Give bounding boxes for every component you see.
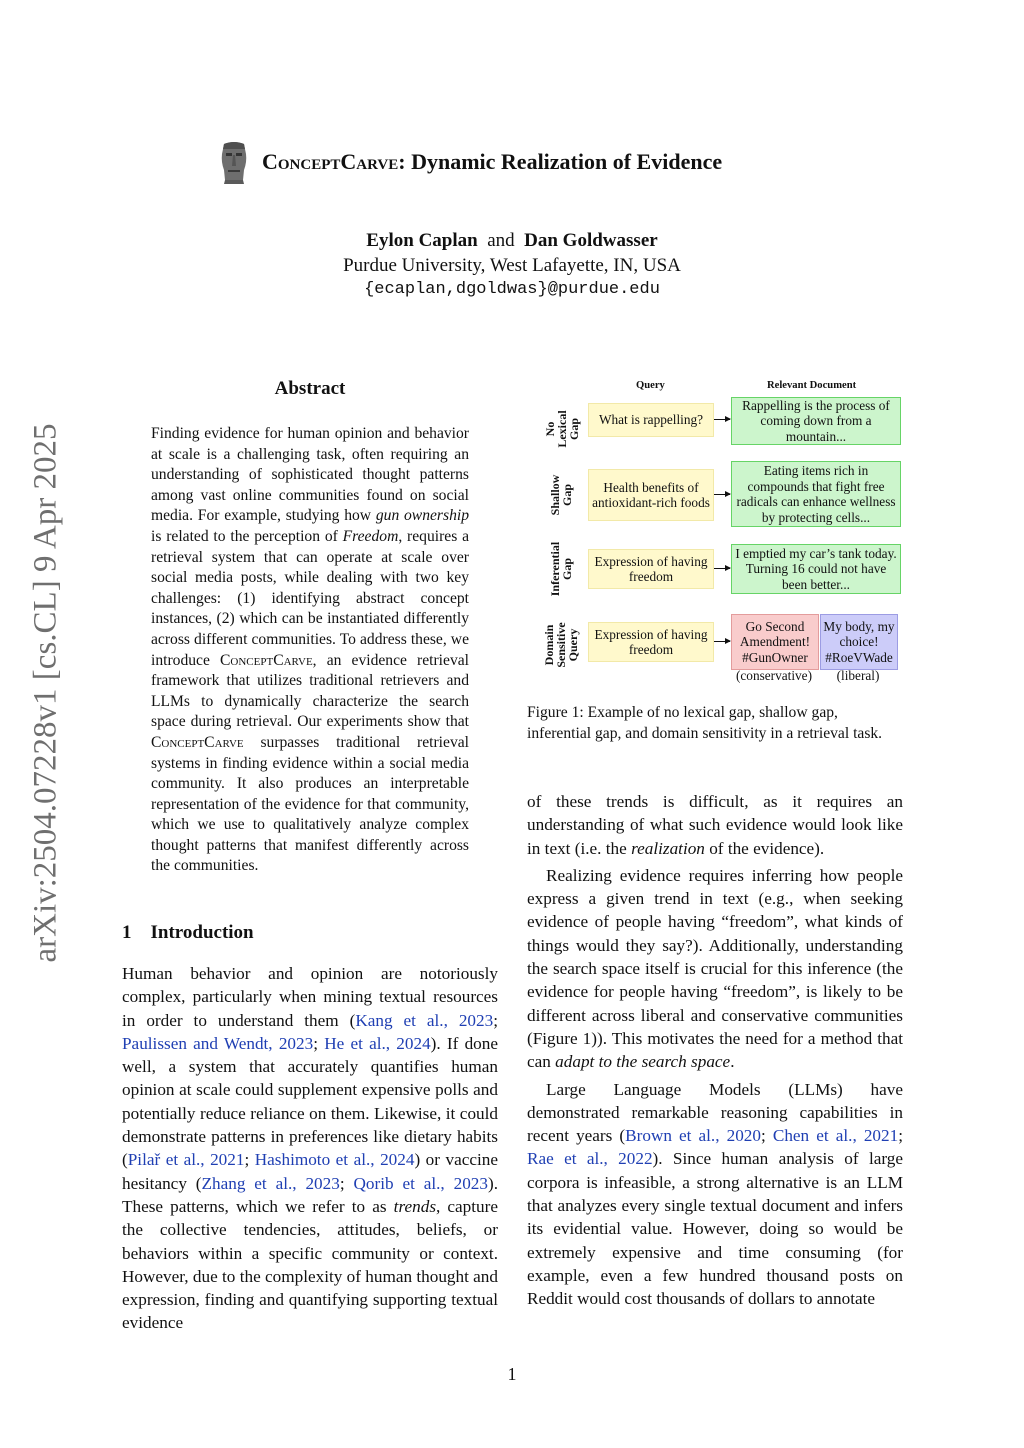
abstract-text: , requires a retrieval system that can operate at scale over social media posts, while dealing with two key challenges: (1) identifying abstract concept instances, (2) which can be instantiated differently across different communities. To address these, we introduce <box>151 527 469 669</box>
page-number: 1 <box>507 1364 517 1384</box>
abstract-heading: Abstract <box>274 378 346 399</box>
citation-link[interactable]: Brown et al., 2020 <box>625 1126 761 1146</box>
liberal-tag: (liberal) <box>836 668 880 683</box>
body-text: of these trends is difficult, as it requires an understanding of what such evidence would look like in text (i.e. the <box>527 792 903 858</box>
body-text: ; <box>244 1150 255 1170</box>
document-box <box>731 461 901 527</box>
body-text: ). Since human analysis of large corpora is infeasible, a strong alternative is an LLM that analyzes every single textual document and infers its evidential value. However, doing so would be extremely expensive and time consuming (for example, even a few hundred thousand posts on Reddit would cost thousands of dollars to annotate <box>527 1149 903 1309</box>
abstract-emphasis: gun ownership <box>375 507 469 525</box>
abstract-text: , an evidence retrieval framework that utilizes traditional retrievers and LLMs to dynamically characterize the search space during retrieval. Our experiments show that <box>151 651 469 731</box>
citation-link[interactable]: Qorib et al., 2023 <box>353 1173 488 1193</box>
body-text: Human behavior and opinion are notoriously complex, particularly when mining textual resources in order to understand them ( <box>122 964 498 1030</box>
email: {ecaplan,dgoldwas}@purdue.edu <box>364 280 660 299</box>
row-label <box>543 612 581 678</box>
document-text: I emptied my car’s tank today. Turning 16 could not have been better... <box>735 545 897 592</box>
body-text: ; <box>313 1033 325 1053</box>
body-emphasis: realization <box>631 838 705 858</box>
query-text: Expression of having freedom <box>594 626 708 657</box>
paragraph <box>527 1078 903 1311</box>
moai-head-icon <box>216 140 252 184</box>
body-emphasis: adapt to the search space <box>555 1052 731 1072</box>
row-label-line: Inferential <box>548 541 562 597</box>
figure-caption: Figure 1: Example of no lexical gap, shallow gap, inferential gap, and domain sensitivity in a retrieval task. <box>527 704 883 742</box>
author-line <box>200 230 824 252</box>
right-column <box>527 790 903 1311</box>
document-box <box>731 397 901 445</box>
document-box <box>731 544 901 594</box>
conservative-tag: (conservative) <box>735 668 813 683</box>
row-label-line: Shallow <box>548 474 562 516</box>
row-label-line: No <box>543 421 557 437</box>
body-text: ; <box>761 1126 773 1146</box>
arxiv-side-stamp: arXiv:2504.07228v1 [cs.CL] 9 Apr 2025 <box>27 423 64 963</box>
arrow-icon <box>714 419 730 420</box>
row-label-line: Domain <box>542 624 556 666</box>
query-text: Health benefits of antioxidant-rich foods <box>592 479 710 510</box>
author-and: and <box>487 230 515 251</box>
abstract-text: surpasses traditional retrieval systems in finding evidence within a social media community. It also produces an interpretable representation of the evidence for that community, which we use to qualitatively analyze complex thought patterns that manifest differently across the communities. <box>151 733 469 875</box>
document-text: Eating items rich in compounds that fight free radicals can enhance wellness by protecting cells... <box>736 463 896 525</box>
paper-title <box>216 140 836 184</box>
row-label <box>549 469 575 521</box>
paragraph <box>527 864 903 1074</box>
query-text: Expression of having freedom <box>594 553 708 584</box>
row-label-line: Gap <box>567 418 581 441</box>
conservative-document-box <box>731 614 819 670</box>
title-rest: : Dynamic Realization of Evidence <box>398 149 723 174</box>
row-label-line: Gap <box>560 558 574 581</box>
paragraph <box>527 790 903 860</box>
system-name: ConceptCarve <box>262 149 399 174</box>
body-text: Realizing evidence requires inferring how people express a given trend in text (e.g., when seeking evidence of people having “freedom”, what kinds of things would they say?). Additionally, understanding the search space itself is crucial for this inference (the evidence for people having “freedom”, is likely to be different across liberal and conservative communities (Figure 1)). This motivates the need for a method that can <box>527 865 903 1072</box>
figure-col-document: Relevant Document <box>767 380 857 391</box>
row-label-line: Query <box>566 628 580 662</box>
body-text: ; <box>898 1126 903 1146</box>
section-number: 1 <box>122 922 132 943</box>
arrow-icon <box>714 494 730 495</box>
intro-paragraph <box>122 962 498 1335</box>
body-text: . <box>730 1052 735 1072</box>
body-emphasis: trends <box>393 1196 437 1216</box>
body-text: ; <box>339 1173 354 1193</box>
query-box <box>588 469 714 521</box>
row-label-line: Lexical <box>555 410 569 448</box>
row-label <box>549 533 575 605</box>
arrow-icon <box>714 568 730 569</box>
affiliation: Purdue University, West Lafayette, IN, USA <box>343 255 681 276</box>
citation-link[interactable]: Zhang et al., 2023 <box>201 1173 340 1193</box>
liberal-document-box <box>820 614 898 670</box>
query-box <box>588 549 714 589</box>
citation-link[interactable]: Paulissen and Wendt, 2023 <box>122 1033 314 1053</box>
query-box <box>588 622 714 662</box>
citation-link[interactable]: Rae et al., 2022 <box>527 1149 653 1169</box>
row-label <box>544 399 580 459</box>
abstract-body <box>151 424 469 877</box>
arrow-icon <box>714 641 730 642</box>
body-text: ; <box>493 1010 498 1030</box>
citation-link[interactable]: Kang et al., 2023 <box>355 1010 494 1030</box>
section-title: Introduction <box>150 922 254 943</box>
row-label-line: Sensitive <box>554 622 568 668</box>
author-2: Dan Goldwasser <box>524 230 658 251</box>
body-text: , capture the collective tendencies, attitudes, beliefs, or behaviors within a specific community or context. However, due to the complexity of human thought and expression, finding and quantifying supporting textual evidence <box>122 1196 498 1333</box>
body-text: ) or vaccine hesitancy ( <box>122 1150 498 1193</box>
citation-link[interactable]: He et al., 2024 <box>324 1033 431 1053</box>
citation-link[interactable]: Chen et al., 2021 <box>772 1126 899 1146</box>
document-text: Go Second Amendment! #GunOwner <box>739 618 811 665</box>
query-text: What is rappelling? <box>598 412 704 428</box>
system-name: ConceptCarve <box>220 651 313 669</box>
document-text: My body, my choice! #RoeVWade <box>823 618 895 665</box>
figure-1 <box>530 376 910 686</box>
body-text: ). These patterns, which we refer to as <box>122 1173 499 1216</box>
row-label-line: Gap <box>560 484 574 507</box>
document-text: Rappelling is the process of coming down from a mountain... <box>742 397 890 444</box>
abstract-emphasis: Freedom <box>342 527 399 545</box>
body-text: ). If done well, a system that accurately quantifies human opinion at scale could supplement expensive polls and potentially reduce reliance on them. Likewise, it could demonstrate patterns in preferences like dietary habits ( <box>122 1033 498 1170</box>
body-text: of the evidence). <box>704 838 825 858</box>
body-text: Large Language Models (LLMs) have demonstrated remarkable reasoning capabilities in recent years ( <box>527 1079 903 1146</box>
query-box <box>588 403 714 437</box>
section-heading <box>122 922 254 944</box>
abstract-text: Finding evidence for human opinion and behavior at scale is a challenging task, often requiring an understanding of sophisticated thought patterns among vast online communities found on social media. For example, studying how <box>151 425 469 525</box>
author-1: Eylon Caplan <box>366 230 478 251</box>
citation-link[interactable]: Pilař et al., 2021 <box>127 1150 245 1170</box>
citation-link[interactable]: Hashimoto et al., 2024 <box>254 1150 415 1170</box>
figure-col-query: Query <box>636 380 665 391</box>
system-name: ConceptCarve <box>151 733 244 751</box>
abstract-text: is related to the perception of <box>151 527 343 545</box>
